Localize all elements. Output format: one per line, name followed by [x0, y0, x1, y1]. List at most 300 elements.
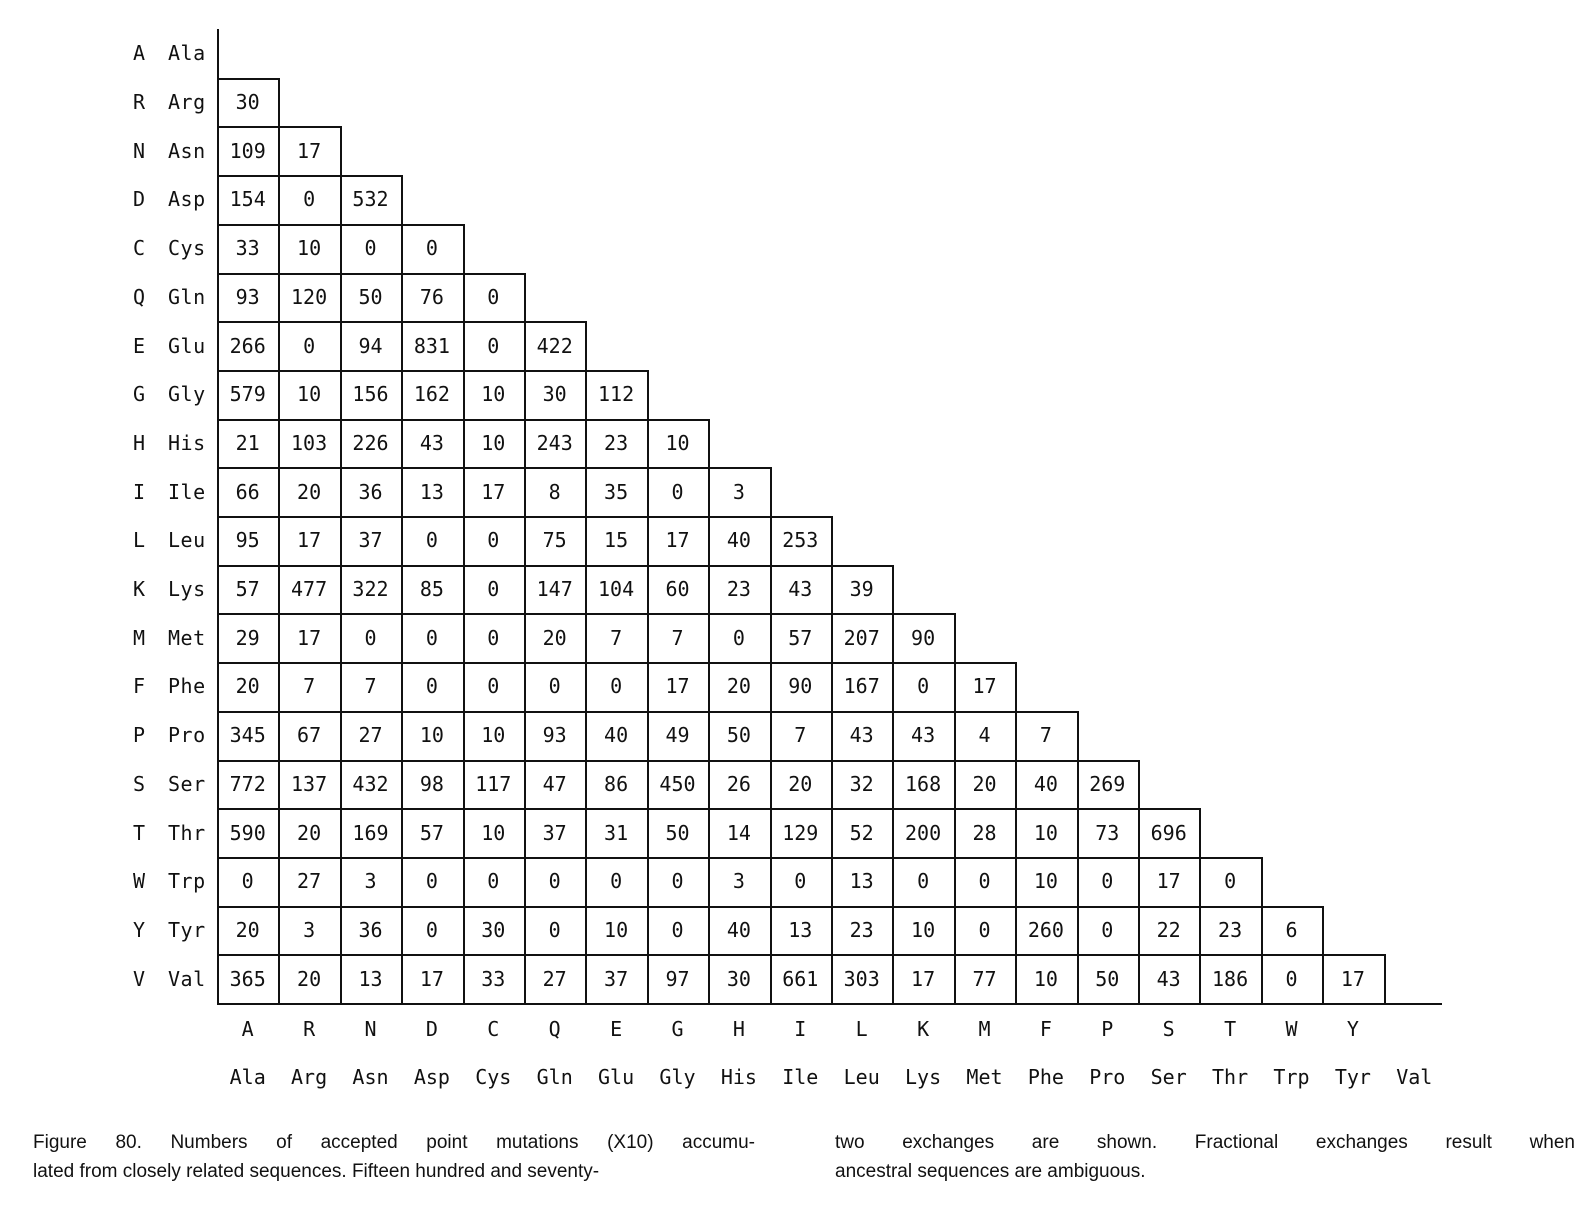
row-letter: K [133, 577, 146, 602]
matrix-cell: 266 [229, 333, 266, 358]
matrix-cell: 10 [481, 382, 506, 407]
column-name: Gly [659, 1065, 696, 1089]
row-letter: E [133, 333, 146, 358]
matrix-cell: 27 [297, 869, 322, 894]
matrix-cell: 10 [297, 236, 322, 261]
matrix-cell: 450 [659, 771, 696, 796]
column-letter: Q [548, 1017, 561, 1041]
matrix-cell: 0 [671, 869, 684, 894]
matrix-cell: 76 [419, 284, 444, 309]
column-name: Arg [291, 1065, 328, 1089]
column-letter: S [1162, 1017, 1175, 1041]
matrix-cell: 7 [303, 674, 316, 699]
matrix-cell: 253 [782, 528, 819, 553]
grid-col-line [770, 467, 772, 1003]
column-name: Asp [413, 1065, 450, 1089]
matrix-cell: 7 [610, 625, 623, 650]
matrix-cell: 40 [726, 917, 751, 942]
column-letter: M [978, 1017, 991, 1041]
matrix-cell: 0 [978, 917, 991, 942]
row-name: Lys [168, 577, 206, 602]
grid-col-line [954, 613, 956, 1003]
column-letter: L [855, 1017, 868, 1041]
grid-row-line [217, 662, 1017, 664]
matrix-cell: 0 [671, 479, 684, 504]
column-name: Phe [1027, 1065, 1064, 1089]
grid-col-line [585, 321, 587, 1003]
matrix-cell: 36 [358, 479, 383, 504]
matrix-cell: 21 [235, 430, 260, 455]
column-letter: A [241, 1017, 254, 1041]
row-letter: Y [133, 917, 146, 942]
matrix-cell: 167 [843, 674, 880, 699]
column-name: His [720, 1065, 757, 1089]
row-letter: C [133, 236, 146, 261]
row-name: Glu [168, 333, 206, 358]
matrix-cell: 186 [1212, 966, 1249, 991]
matrix-cell: 365 [229, 966, 266, 991]
row-letter: S [133, 771, 146, 796]
grid-col-line [831, 516, 833, 1003]
column-name: Cys [475, 1065, 512, 1089]
matrix-cell: 60 [665, 577, 690, 602]
matrix-cell: 10 [1033, 869, 1058, 894]
matrix-cell: 37 [542, 820, 567, 845]
matrix-cell: 20 [297, 966, 322, 991]
caption-line: two exchanges are shown. Fractional exchanges result when [835, 1132, 1575, 1153]
column-letter: E [610, 1017, 623, 1041]
matrix-cell: 532 [352, 187, 389, 212]
matrix-cell: 28 [972, 820, 997, 845]
matrix-cell: 43 [419, 430, 444, 455]
row-name: Gly [168, 382, 206, 407]
matrix-cell: 67 [297, 723, 322, 748]
matrix-cell: 17 [481, 479, 506, 504]
matrix-cell: 0 [425, 917, 438, 942]
grid-col-line [340, 126, 342, 1003]
figure-caption-right [835, 1128, 1575, 1186]
matrix-cell: 40 [1033, 771, 1058, 796]
matrix-cell: 27 [542, 966, 567, 991]
matrix-cell: 13 [358, 966, 383, 991]
row-name: Phe [168, 674, 206, 699]
matrix-cell: 0 [1101, 917, 1114, 942]
matrix-cell: 10 [419, 723, 444, 748]
matrix-cell: 17 [1340, 966, 1365, 991]
matrix-cell: 579 [229, 382, 266, 407]
row-name: Gln [168, 284, 206, 309]
matrix-cell: 129 [782, 820, 819, 845]
matrix-cell: 50 [1095, 966, 1120, 991]
column-letter: P [1101, 1017, 1114, 1041]
grid-col-line [1322, 906, 1324, 1003]
matrix-cell: 33 [481, 966, 506, 991]
matrix-cell: 0 [610, 674, 623, 699]
matrix-cell: 75 [542, 528, 567, 553]
matrix-cell: 147 [536, 577, 573, 602]
matrix-cell: 10 [297, 382, 322, 407]
matrix-cell: 15 [604, 528, 629, 553]
grid-col-line [524, 273, 526, 1004]
row-name: Arg [168, 90, 206, 115]
matrix-cell: 49 [665, 723, 690, 748]
matrix-cell: 422 [536, 333, 573, 358]
column-name: Ala [229, 1065, 266, 1089]
grid-col-line [1015, 662, 1017, 1003]
row-name: Met [168, 625, 206, 650]
matrix-cell: 27 [358, 723, 383, 748]
row-name: Asn [168, 138, 206, 163]
column-letter: K [917, 1017, 930, 1041]
matrix-cell: 0 [487, 284, 500, 309]
matrix-cell: 26 [726, 771, 751, 796]
row-letter: Q [133, 284, 146, 309]
matrix-cell: 52 [849, 820, 874, 845]
row-letter: H [133, 430, 146, 455]
matrix-cell: 30 [481, 917, 506, 942]
row-letter: G [133, 382, 146, 407]
matrix-cell: 156 [352, 382, 389, 407]
row-letter: R [133, 90, 146, 115]
matrix-cell: 661 [782, 966, 819, 991]
matrix-cell: 0 [487, 869, 500, 894]
grid-row-line [217, 760, 1140, 762]
matrix-cell: 0 [1101, 869, 1114, 894]
column-name: Lys [905, 1065, 942, 1089]
row-letter: N [133, 138, 146, 163]
matrix-cell: 8 [548, 479, 561, 504]
matrix-cell: 0 [364, 625, 377, 650]
matrix-cell: 23 [849, 917, 874, 942]
matrix-cell: 23 [604, 430, 629, 455]
grid-col-line [892, 565, 894, 1003]
matrix-cell: 226 [352, 430, 389, 455]
matrix-cell: 29 [235, 625, 260, 650]
matrix-cell: 590 [229, 820, 266, 845]
matrix-cell: 50 [358, 284, 383, 309]
matrix-cell: 169 [352, 820, 389, 845]
matrix-cell: 86 [604, 771, 629, 796]
row-letter: A [133, 41, 146, 66]
row-name: Leu [168, 528, 206, 553]
matrix-cell: 97 [665, 966, 690, 991]
grid-row-line [217, 857, 1263, 859]
column-name: Trp [1273, 1065, 1310, 1089]
column-name: Pro [1089, 1065, 1126, 1089]
matrix-cell: 40 [604, 723, 629, 748]
matrix-cell: 0 [917, 674, 930, 699]
matrix-cell: 17 [297, 528, 322, 553]
matrix-cell: 37 [358, 528, 383, 553]
matrix-cell: 772 [229, 771, 266, 796]
grid-col-line [401, 175, 403, 1003]
column-letter: H [732, 1017, 745, 1041]
matrix-cell: 85 [419, 577, 444, 602]
matrix-cell: 3 [732, 869, 745, 894]
row-letter: P [133, 723, 146, 748]
row-letter: L [133, 528, 146, 553]
column-letter: G [671, 1017, 684, 1041]
matrix-cell: 20 [726, 674, 751, 699]
matrix-cell: 10 [665, 430, 690, 455]
matrix-cell: 0 [487, 625, 500, 650]
matrix-cell: 10 [1033, 966, 1058, 991]
matrix-cell: 13 [849, 869, 874, 894]
matrix-cell: 93 [542, 723, 567, 748]
matrix-cell: 112 [598, 382, 635, 407]
matrix-cell: 17 [297, 625, 322, 650]
grid-col-line [708, 419, 710, 1003]
matrix-cell: 0 [303, 333, 316, 358]
matrix-cell: 20 [542, 625, 567, 650]
matrix-cell: 137 [291, 771, 328, 796]
matrix-cell: 477 [291, 577, 328, 602]
matrix-cell: 0 [1224, 869, 1237, 894]
matrix-cell: 0 [487, 674, 500, 699]
matrix-cell: 23 [726, 577, 751, 602]
matrix-cell: 303 [843, 966, 880, 991]
matrix-cell: 50 [726, 723, 751, 748]
grid-row-line [217, 273, 526, 275]
matrix-cell: 22 [1156, 917, 1181, 942]
matrix-cell: 14 [726, 820, 751, 845]
grid-row-line [217, 954, 1386, 956]
matrix-cell: 30 [726, 966, 751, 991]
matrix-cell: 10 [481, 723, 506, 748]
grid-row-line [217, 370, 649, 372]
column-letter: T [1224, 1017, 1237, 1041]
row-letter: M [133, 625, 146, 650]
column-letter: N [364, 1017, 377, 1041]
matrix-cell: 32 [849, 771, 874, 796]
matrix-cell: 3 [303, 917, 316, 942]
grid-col-line [1138, 760, 1140, 1004]
matrix-cell: 432 [352, 771, 389, 796]
matrix-cell: 0 [425, 236, 438, 261]
matrix-cell: 0 [548, 869, 561, 894]
matrix-cell: 43 [788, 577, 813, 602]
matrix-cell: 66 [235, 479, 260, 504]
column-name: Gln [536, 1065, 573, 1089]
column-letter: R [303, 1017, 316, 1041]
matrix-cell: 20 [972, 771, 997, 796]
caption-line: Figure 80. Numbers of accepted point mutations (X10) accumu- [33, 1132, 755, 1153]
matrix-cell: 10 [481, 820, 506, 845]
matrix-cell: 10 [481, 430, 506, 455]
column-letter: W [1285, 1017, 1298, 1041]
matrix-cell: 17 [665, 528, 690, 553]
column-name: Val [1396, 1065, 1433, 1089]
caption-line: lated from closely related sequences. Fifteen hundred and seventy- [33, 1161, 600, 1182]
matrix-cell: 17 [665, 674, 690, 699]
grid-bottom-axis [217, 1003, 1442, 1005]
matrix-cell: 7 [794, 723, 807, 748]
matrix-cell: 104 [598, 577, 635, 602]
matrix-cell: 6 [1285, 917, 1298, 942]
matrix-cell: 7 [671, 625, 684, 650]
matrix-cell: 243 [536, 430, 573, 455]
matrix-cell: 73 [1095, 820, 1120, 845]
matrix-cell: 20 [297, 479, 322, 504]
grid-row-line [217, 78, 280, 80]
matrix-cell: 0 [364, 236, 377, 261]
matrix-cell: 95 [235, 528, 260, 553]
matrix-cell: 0 [610, 869, 623, 894]
matrix-cell: 117 [475, 771, 512, 796]
row-name: Val [168, 966, 206, 991]
column-name: Asn [352, 1065, 389, 1089]
row-letter: V [133, 966, 146, 991]
matrix-cell: 94 [358, 333, 383, 358]
matrix-cell: 43 [849, 723, 874, 748]
matrix-cell: 43 [1156, 966, 1181, 991]
matrix-cell: 20 [788, 771, 813, 796]
column-name: Met [966, 1065, 1003, 1089]
matrix-cell: 109 [229, 138, 266, 163]
matrix-cell: 57 [788, 625, 813, 650]
grid-col-line [1077, 711, 1079, 1003]
matrix-cell: 90 [788, 674, 813, 699]
matrix-cell: 0 [1285, 966, 1298, 991]
matrix-cell: 4 [978, 723, 991, 748]
row-name: Pro [168, 723, 206, 748]
matrix-cell: 35 [604, 479, 629, 504]
matrix-cell: 98 [419, 771, 444, 796]
column-name: Ser [1150, 1065, 1187, 1089]
grid-row-line [217, 565, 894, 567]
matrix-cell: 17 [911, 966, 936, 991]
matrix-cell: 20 [235, 674, 260, 699]
column-name: Tyr [1334, 1065, 1371, 1089]
matrix-cell: 20 [235, 917, 260, 942]
matrix-cell: 23 [1218, 917, 1243, 942]
grid-row-line [217, 175, 403, 177]
matrix-cell: 0 [425, 869, 438, 894]
matrix-cell: 57 [419, 820, 444, 845]
column-letter: F [1039, 1017, 1052, 1041]
row-letter: F [133, 674, 146, 699]
column-name: Glu [598, 1065, 635, 1089]
row-letter: W [133, 869, 146, 894]
caption-line: ancestral sequences are ambiguous. [835, 1161, 1146, 1182]
row-name: Thr [168, 820, 206, 845]
row-letter: I [133, 479, 146, 504]
matrix-cell: 31 [604, 820, 629, 845]
matrix-cell: 0 [487, 577, 500, 602]
matrix-cell: 30 [235, 90, 260, 115]
matrix-cell: 37 [604, 966, 629, 991]
grid-col-line [647, 370, 649, 1003]
matrix-cell: 50 [665, 820, 690, 845]
matrix-cell: 33 [235, 236, 260, 261]
grid-col-line [278, 78, 280, 1003]
matrix-cell: 57 [235, 577, 260, 602]
grid-col-line [463, 224, 465, 1003]
matrix-cell: 696 [1150, 820, 1187, 845]
column-letter: I [794, 1017, 807, 1041]
column-name: Ile [782, 1065, 819, 1089]
row-name: Cys [168, 236, 206, 261]
column-letter: Y [1346, 1017, 1359, 1041]
matrix-cell: 77 [972, 966, 997, 991]
matrix-cell: 7 [364, 674, 377, 699]
matrix-cell: 0 [978, 869, 991, 894]
grid-col-line [1261, 857, 1263, 1003]
matrix-cell: 90 [911, 625, 936, 650]
row-letter: T [133, 820, 146, 845]
matrix-cell: 0 [732, 625, 745, 650]
row-name: Ser [168, 771, 206, 796]
matrix-cell: 17 [1156, 869, 1181, 894]
matrix-cell: 0 [917, 869, 930, 894]
column-name: Leu [843, 1065, 880, 1089]
matrix-cell: 17 [419, 966, 444, 991]
matrix-cell: 831 [413, 333, 450, 358]
row-name: Asp [168, 187, 206, 212]
matrix-cell: 40 [726, 528, 751, 553]
matrix-cell: 345 [229, 723, 266, 748]
column-letter [1384, 1017, 1445, 1041]
figure-caption-left [33, 1128, 755, 1186]
matrix-cell: 162 [413, 382, 450, 407]
matrix-cell: 0 [794, 869, 807, 894]
matrix-cell: 168 [905, 771, 942, 796]
row-letter: D [133, 187, 146, 212]
matrix-cell: 43 [911, 723, 936, 748]
matrix-cell: 0 [548, 917, 561, 942]
matrix-cell: 0 [425, 625, 438, 650]
matrix-cell: 39 [849, 577, 874, 602]
matrix-cell: 120 [291, 284, 328, 309]
matrix-cell: 0 [425, 674, 438, 699]
row-name: Ile [168, 479, 206, 504]
matrix-cell: 7 [1039, 723, 1052, 748]
matrix-cell: 10 [604, 917, 629, 942]
matrix-cell: 103 [291, 430, 328, 455]
matrix-cell: 36 [358, 917, 383, 942]
matrix-cell: 200 [905, 820, 942, 845]
matrix-cell: 30 [542, 382, 567, 407]
matrix-cell: 17 [972, 674, 997, 699]
matrix-cell: 269 [1089, 771, 1126, 796]
grid-col-line [1384, 954, 1386, 1003]
grid-col-line [1199, 808, 1201, 1003]
matrix-cell: 322 [352, 577, 389, 602]
matrix-cell: 20 [297, 820, 322, 845]
matrix-cell: 207 [843, 625, 880, 650]
matrix-cell: 10 [1033, 820, 1058, 845]
column-name: Thr [1212, 1065, 1249, 1089]
matrix-cell: 0 [548, 674, 561, 699]
matrix-cell: 0 [425, 528, 438, 553]
matrix-cell: 0 [487, 333, 500, 358]
matrix-cell: 17 [297, 138, 322, 163]
matrix-cell: 0 [303, 187, 316, 212]
row-name: Ala [168, 41, 206, 66]
matrix-cell: 93 [235, 284, 260, 309]
matrix-cell: 260 [1027, 917, 1064, 942]
column-letter: D [425, 1017, 438, 1041]
row-name: His [168, 430, 206, 455]
row-name: Trp [168, 869, 206, 894]
grid-row-line [217, 467, 772, 469]
matrix-cell: 154 [229, 187, 266, 212]
matrix-cell: 13 [419, 479, 444, 504]
matrix-cell: 13 [788, 917, 813, 942]
matrix-cell: 3 [732, 479, 745, 504]
matrix-cell: 3 [364, 869, 377, 894]
matrix-cell: 47 [542, 771, 567, 796]
